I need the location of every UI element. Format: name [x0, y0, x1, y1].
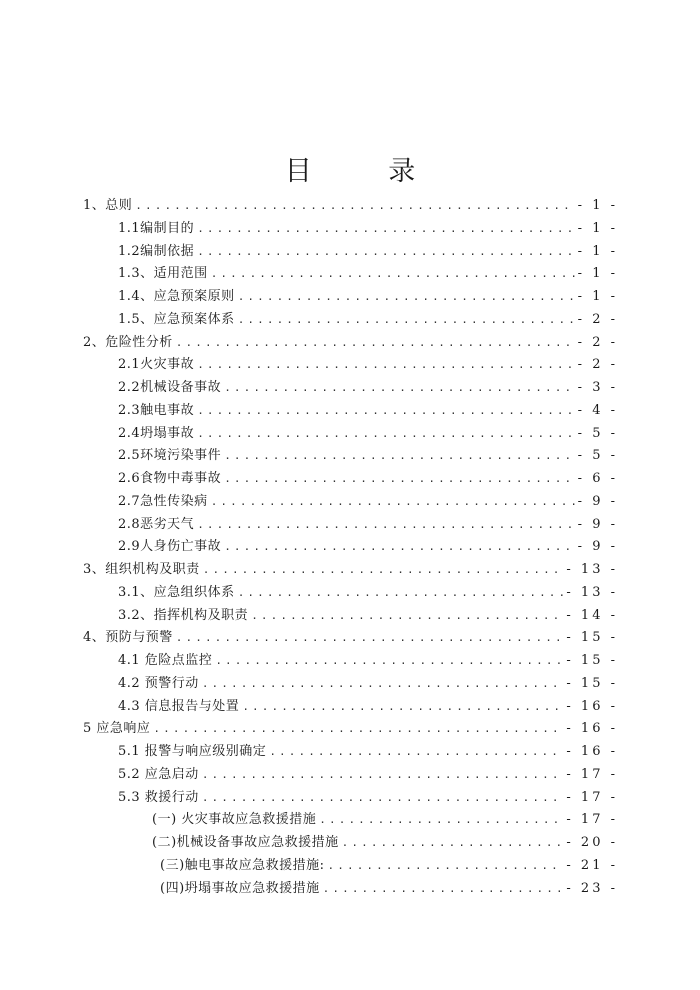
toc-entry-label: 3.2、指挥机构及职责 — [118, 607, 249, 623]
toc-dot-leader — [197, 400, 574, 422]
toc-dot-leader — [202, 787, 564, 809]
toc-entry-page-number: - 21 - — [566, 857, 618, 873]
toc-entry[interactable] — [118, 582, 618, 604]
toc-entry[interactable] — [118, 263, 618, 285]
toc-entry[interactable] — [118, 377, 618, 399]
toc-entry-page-number: - 1 - — [577, 289, 618, 304]
toc-entry[interactable] — [160, 878, 618, 900]
toc-entry-label: 2.5环境污染事件 — [118, 448, 222, 464]
toc-dot-leader — [203, 559, 564, 581]
toc-entry[interactable] — [83, 627, 618, 649]
toc-dot-leader — [176, 332, 575, 354]
toc-entry-label: 4、预防与预警 — [83, 630, 173, 646]
toc-entry-page-number: - 1 - — [577, 198, 618, 213]
toc-entry[interactable] — [118, 400, 618, 422]
toc-dot-leader — [328, 855, 564, 877]
toc-entry-label: 2.7急性传染病 — [118, 493, 208, 509]
toc-entry-label: 2.9人身伤亡事故 — [118, 539, 222, 555]
toc-entry-page-number: - 2 - — [577, 357, 618, 373]
toc-entry[interactable] — [118, 514, 618, 536]
toc-entry-label: 1.5、应急预案体系 — [118, 311, 235, 327]
toc-entry-page-number: - 2 - — [577, 334, 618, 350]
toc-entry[interactable] — [118, 673, 618, 695]
toc-entry[interactable] — [160, 855, 618, 877]
toc-entry-page-number: - 17 - — [566, 766, 618, 782]
toc-dot-leader — [342, 832, 564, 854]
toc-entry[interactable] — [118, 354, 618, 376]
toc-entry-page-number: - 20 - — [566, 835, 618, 850]
toc-entry-label: 5.3 救援行动 — [118, 789, 199, 805]
toc-dot-leader — [224, 536, 574, 558]
toc-entry-label: 1、总则 — [83, 198, 133, 213]
toc-dot-leader — [135, 195, 574, 217]
toc-entry-page-number: - 14 - — [566, 607, 618, 623]
toc-dot-leader — [197, 423, 574, 445]
toc-entry[interactable] — [118, 423, 618, 445]
toc-entry-page-number: - 17 - — [566, 812, 618, 828]
toc-dot-leader — [202, 673, 564, 695]
toc-entry-label: (一) 火灾事故应急救援措施 — [152, 812, 317, 828]
toc-entry[interactable] — [152, 832, 618, 854]
toc-entry[interactable] — [83, 195, 618, 217]
toc-entry-label: (三)触电事故应急救援措施: — [160, 857, 325, 873]
toc-entry-page-number: - 16 - — [566, 698, 618, 714]
toc-entry[interactable] — [118, 787, 618, 809]
toc-dot-leader — [153, 718, 563, 740]
toc-entry-label: 3、组织机构及职责 — [83, 562, 200, 577]
toc-entry-page-number: - 1 - — [577, 243, 618, 259]
toc-dot-leader — [224, 445, 574, 467]
toc-entry[interactable] — [118, 218, 618, 240]
toc-dot-leader — [197, 354, 574, 376]
toc-entry-label: (二)机械设备事故应急救援措施 — [152, 835, 339, 850]
toc-entry-page-number: - 4 - — [577, 402, 618, 418]
toc-entry-page-number: - 13 - — [566, 562, 618, 577]
toc-entry[interactable] — [118, 241, 618, 263]
toc-dot-leader — [238, 582, 564, 604]
toc-entry-label: 1.4、应急预案原则 — [118, 289, 235, 304]
toc-entry-label: 1.2编制依据 — [118, 243, 195, 259]
toc-entry-page-number: - 5 - — [577, 448, 618, 464]
toc-entry-page-number: - 1 - — [577, 220, 618, 236]
toc-entry-page-number: - 9 - — [577, 516, 618, 532]
toc-entry-page-number: - 9 - — [577, 493, 618, 509]
toc-entry-page-number: - 5 - — [577, 425, 618, 441]
toc-entry-label: 2.8恶劣天气 — [118, 516, 195, 532]
toc-entry-label: 2.4坍塌事故 — [118, 425, 195, 441]
toc-entry-label: 2.2机械设备事故 — [118, 380, 222, 395]
toc-entry[interactable] — [118, 468, 618, 490]
toc-entry[interactable] — [118, 491, 618, 513]
toc-entry-page-number: - 6 - — [577, 471, 618, 486]
toc-entry-page-number: - 1 - — [577, 266, 618, 282]
toc-entry-page-number: - 9 - — [577, 539, 618, 555]
toc-dot-leader — [176, 627, 564, 649]
toc-entry-label: 1.3、适用范围 — [118, 266, 208, 282]
toc-entry-label: 4.3 信息报告与处置 — [118, 698, 240, 714]
toc-dot-leader — [202, 764, 564, 786]
toc-entry-label: 3.1、应急组织体系 — [118, 584, 235, 600]
toc-dot-leader — [224, 377, 574, 399]
toc-entry[interactable] — [118, 764, 618, 786]
toc-entry-page-number: - 15 - — [566, 675, 618, 691]
toc-entry-label: 5.2 应急启动 — [118, 766, 199, 782]
toc-entry-page-number: - 2 - — [577, 311, 618, 327]
toc-entry-label: 1.1编制目的 — [118, 220, 195, 236]
toc-dot-leader — [211, 491, 575, 513]
toc-entry-label: 2.3触电事故 — [118, 402, 195, 418]
toc-entry[interactable] — [118, 650, 618, 672]
toc-entry[interactable] — [83, 559, 618, 581]
toc-entry-page-number: - 17 - — [566, 789, 618, 805]
toc-dot-leader — [242, 696, 563, 718]
toc-entry-page-number: - 15 - — [566, 630, 618, 646]
toc-entry[interactable] — [83, 332, 618, 354]
toc-entry[interactable] — [83, 718, 618, 740]
toc-dot-leader — [269, 741, 563, 763]
toc-dot-leader — [197, 514, 574, 536]
toc-entry-label: 5 应急响应 — [83, 721, 151, 737]
toc-entry[interactable] — [118, 445, 618, 467]
toc-entry-page-number: - 16 - — [566, 721, 618, 737]
toc-dot-leader — [238, 286, 575, 308]
toc-entry[interactable] — [118, 536, 618, 558]
toc-entry[interactable] — [118, 605, 618, 627]
toc-entry-page-number: - 13 - — [566, 584, 618, 600]
toc-entry-page-number: - 16 - — [566, 744, 618, 759]
toc-dot-leader — [251, 605, 563, 627]
toc-entry-label: (四)坍塌事故应急救援措施 — [160, 880, 320, 896]
toc-dot-leader — [224, 468, 574, 490]
toc-entry-label: 2.1火灾事故 — [118, 357, 195, 373]
toc-entry[interactable] — [118, 696, 618, 718]
toc-entry-label: 2.6食物中毒事故 — [118, 471, 222, 486]
page-title: 目 录 — [284, 156, 450, 187]
toc-dot-leader — [238, 309, 575, 331]
toc-entry-label: 4.2 预警行动 — [118, 675, 199, 691]
toc-entry-page-number: - 23 - — [566, 880, 618, 896]
toc-entry[interactable] — [118, 309, 618, 331]
toc-entry-label: 5.1 报警与响应级别确定 — [118, 744, 267, 759]
toc-entry-page-number: - 3 - — [577, 380, 618, 395]
toc-entry[interactable] — [118, 286, 618, 308]
toc-dot-leader — [323, 878, 564, 900]
toc-dot-leader — [215, 650, 563, 672]
toc-entry-page-number: - 15 - — [566, 653, 618, 668]
toc-entry[interactable] — [118, 741, 618, 763]
toc-dot-leader — [319, 809, 563, 831]
toc-entry-label: 4.1 危险点监控 — [118, 653, 213, 668]
toc-entry[interactable] — [152, 809, 618, 831]
toc-entry-label: 2、危险性分析 — [83, 334, 173, 350]
toc-dot-leader — [197, 218, 574, 240]
toc-dot-leader — [211, 263, 575, 285]
toc-dot-leader — [197, 241, 574, 263]
